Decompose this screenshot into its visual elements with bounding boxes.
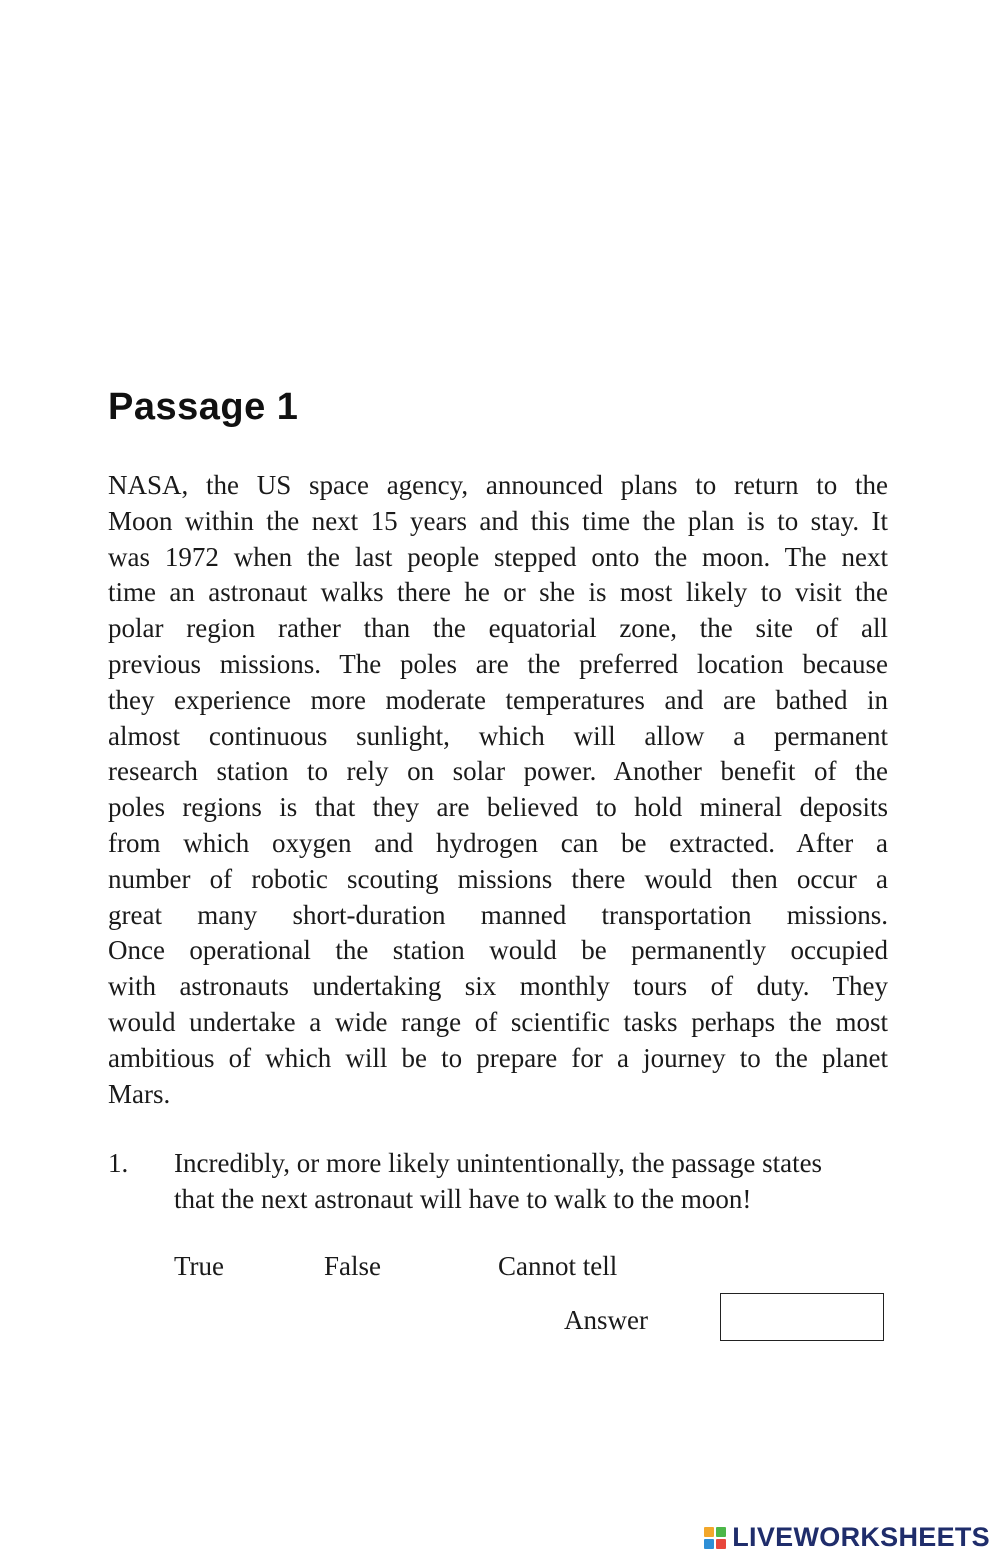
passage-line: Moon within the next 15 years and this time the plan is to stay. It (108, 505, 888, 536)
passage-line: was 1972 when the last people stepped onto the moon. The next (108, 541, 888, 572)
option-true[interactable]: True (174, 1251, 225, 1281)
logo-square (704, 1539, 714, 1549)
answer-input[interactable] (720, 1293, 884, 1341)
brand-name: LIVEWORKSHEETS (732, 1522, 990, 1552)
logo-square (716, 1539, 726, 1549)
passage-line: poles regions is that they are believed to hold mineral deposits (108, 792, 888, 823)
passage-line: they experience more moderate temperatures and are bathed in (108, 684, 888, 715)
passage-line: ambitious of which will be to prepare for a journey to the planet (108, 1042, 888, 1073)
passage-line: would undertake a wide range of scientific tasks perhaps the most (108, 1006, 888, 1037)
passage-line: from which oxygen and hydrogen can be extracted. After a (108, 827, 888, 858)
passage-title: Passage 1 (108, 386, 299, 428)
question-text (174, 1145, 888, 1217)
passage-body (108, 468, 888, 1112)
passage-line: Mars. (108, 1078, 171, 1109)
question-line: that the next astronaut will have to walk to the moon! (174, 1184, 752, 1214)
passage-line: research station to rely on solar power. Another benefit of the (108, 756, 888, 787)
liveworksheets-logo-icon (704, 1527, 726, 1549)
passage-line: number of robotic scouting missions there would then occur a (108, 863, 888, 894)
passage-line: NASA, the US space agency, announced plans to return to the (108, 470, 888, 500)
question-line: Incredibly, or more likely unintentionally, the passage states (174, 1148, 823, 1178)
passage-line: Once operational the station would be permanently occupied (108, 935, 888, 966)
answer-label: Answer (564, 1305, 648, 1335)
option-cannot-tell[interactable]: Cannot tell (498, 1251, 618, 1281)
logo-square (704, 1527, 714, 1537)
passage-line: polar region rather than the equatorial zone, the site of all (108, 613, 888, 644)
question-number: 1. (108, 1148, 129, 1178)
passage-line: with astronauts undertaking six monthly tours of duty. They (108, 971, 888, 1002)
passage-line: previous missions. The poles are the preferred location because (108, 648, 888, 679)
passage-line: time an astronaut walks there he or she is most likely to visit the (108, 577, 888, 608)
passage-line: great many short-duration manned transportation missions. (108, 899, 888, 930)
passage-line: almost continuous sunlight, which will allow a permanent (108, 720, 888, 751)
option-false[interactable]: False (324, 1251, 381, 1281)
logo-square (716, 1527, 726, 1537)
liveworksheets-logo (704, 1522, 990, 1553)
